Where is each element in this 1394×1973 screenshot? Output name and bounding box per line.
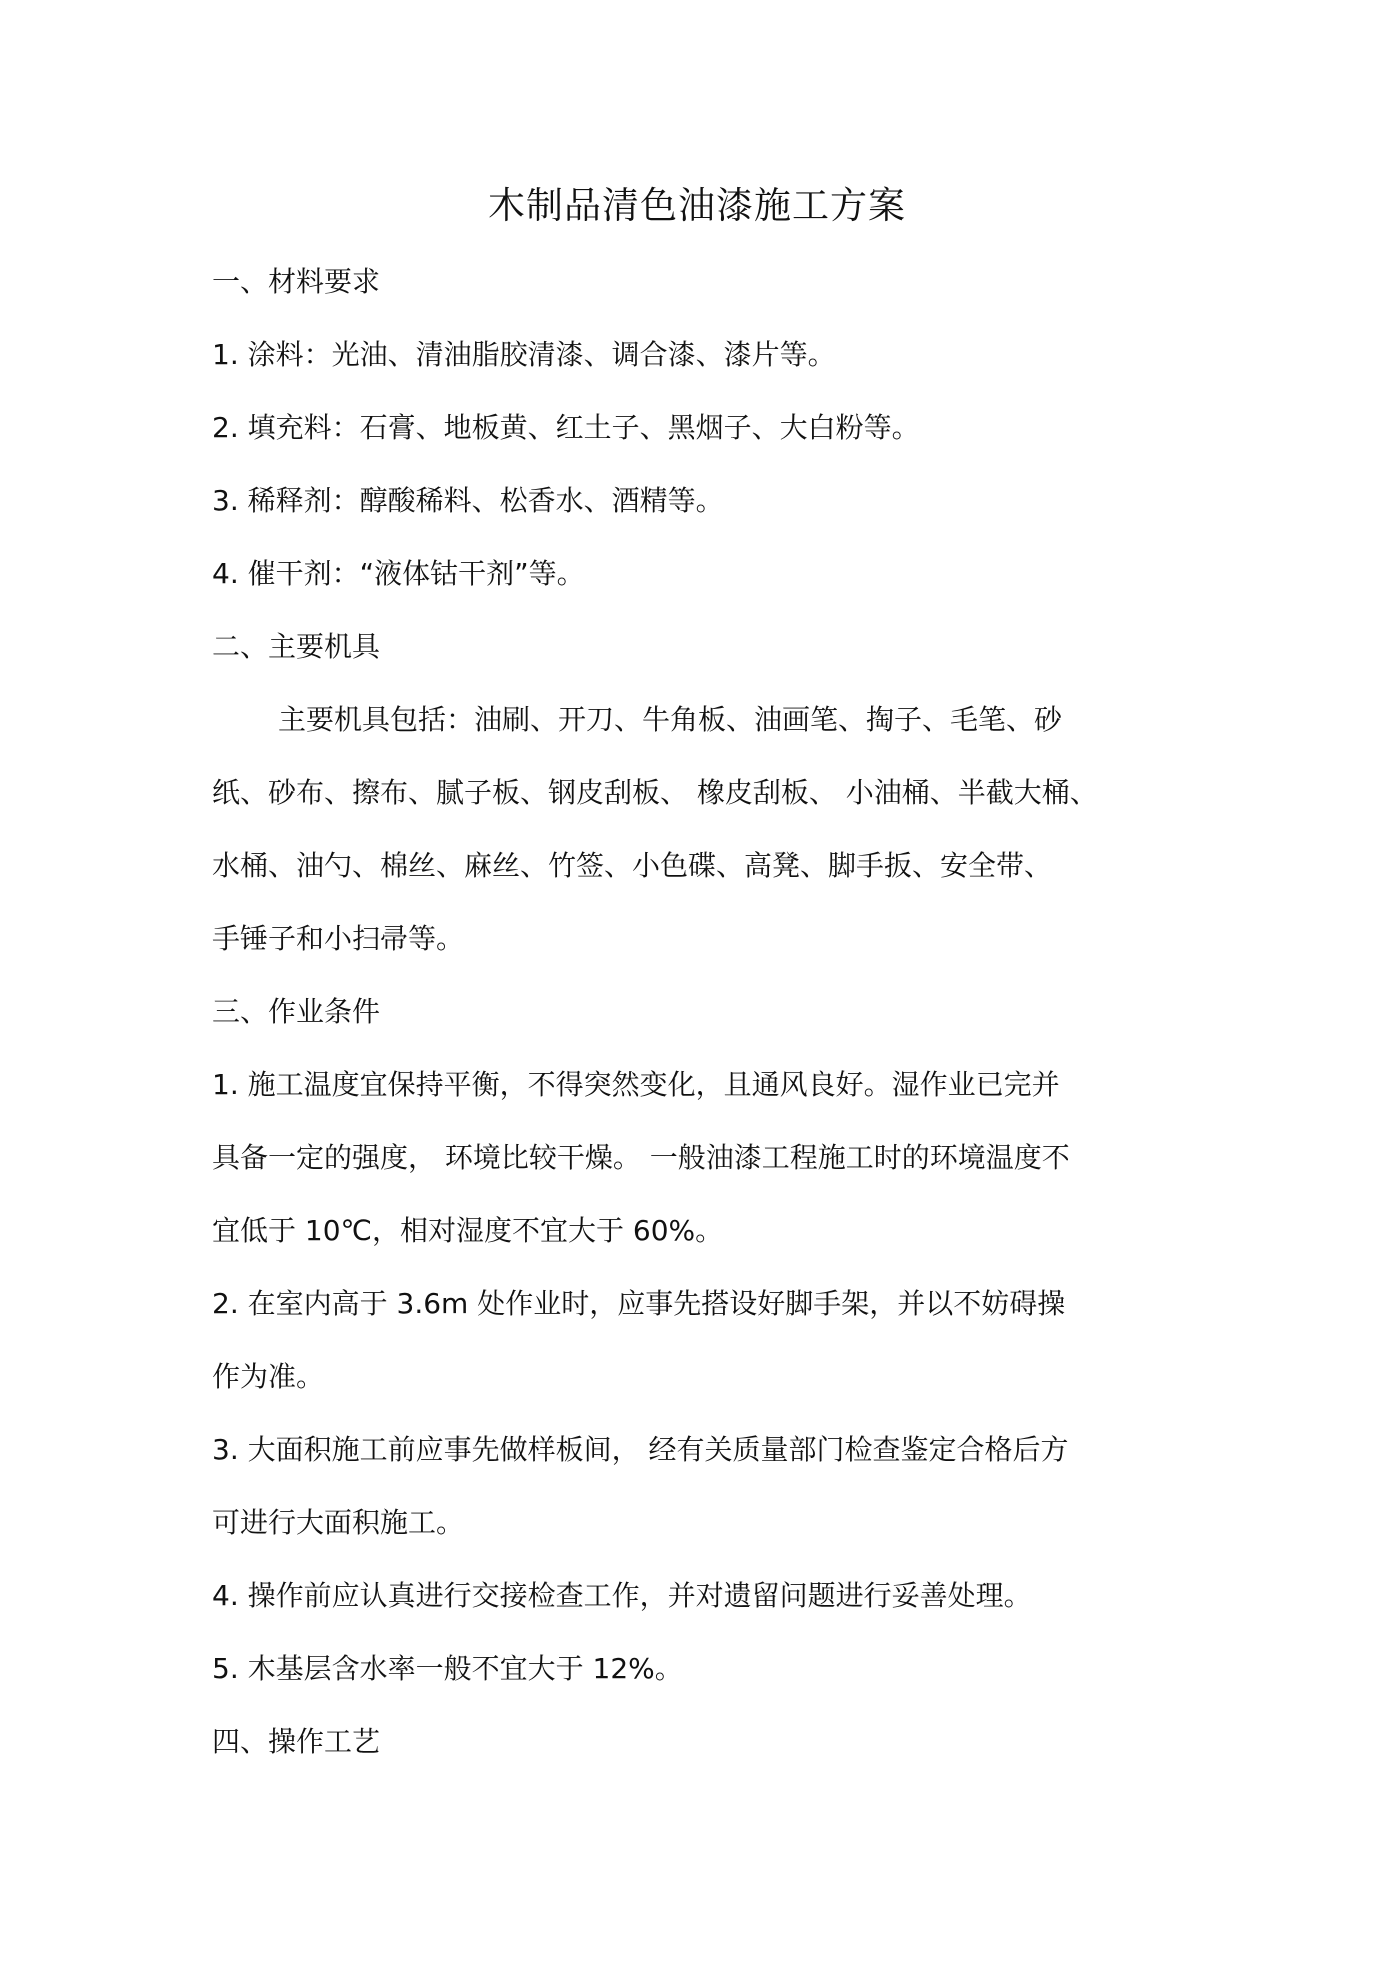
section-heading-conditions: 三、作业条件 — [212, 995, 381, 1028]
paragraph-line: 3. 稀释剂：醇酸稀料、松香水、酒精等。 — [212, 484, 724, 517]
paragraph-line: 2. 填充料：石膏、地板黄、红土子、黑烟子、大白粉等。 — [212, 411, 920, 444]
paragraph-line: 宜低于 10℃，相对湿度不宜大于 60%。 — [212, 1214, 724, 1247]
paragraph-line: 1. 施工温度宜保持平衡，不得突然变化，且通风良好。湿作业已完并 — [212, 1068, 1060, 1101]
paragraph-line: 纸、砂布、擦布、腻子板、钢皮刮板、 橡皮刮板、 小油桶、半截大桶、 — [212, 776, 1098, 809]
paragraph-line: 可进行大面积施工。 — [212, 1506, 465, 1539]
paragraph-line: 作为准。 — [212, 1360, 325, 1393]
section-heading-process: 四、操作工艺 — [212, 1725, 381, 1758]
paragraph-line: 4. 催干剂：“液体钴干剂”等。 — [212, 557, 585, 590]
paragraph-line: 主要机具包括：油刷、开刀、牛角板、油画笔、掏子、毛笔、砂 — [278, 703, 1063, 736]
paragraph-line: 手锤子和小扫帚等。 — [212, 922, 465, 955]
document-title: 木制品清色油漆施工方案 — [488, 184, 906, 227]
section-heading-materials: 一、材料要求 — [212, 265, 381, 298]
paragraph-line: 具备一定的强度， 环境比较干燥。 一般油漆工程施工时的环境温度不 — [212, 1141, 1070, 1174]
paragraph-line: 3. 大面积施工前应事先做样板间， 经有关质量部门检查鉴定合格后方 — [212, 1433, 1069, 1466]
paragraph-line: 水桶、油勺、棉丝、麻丝、竹签、小色碟、高凳、脚手扳、安全带、 — [212, 849, 1053, 882]
paragraph-line: 4. 操作前应认真进行交接检查工作，并对遗留问题进行妥善处理。 — [212, 1579, 1032, 1612]
paragraph-line: 2. 在室内高于 3.6m 处作业时，应事先搭设好脚手架，并以不妨碍操 — [212, 1287, 1066, 1320]
paragraph-line: 5. 木基层含水率一般不宜大于 12%。 — [212, 1652, 683, 1685]
section-heading-tools: 二、主要机具 — [212, 630, 381, 663]
paragraph-line: 1. 涂料：光油、清油脂胶清漆、调合漆、漆片等。 — [212, 338, 836, 371]
